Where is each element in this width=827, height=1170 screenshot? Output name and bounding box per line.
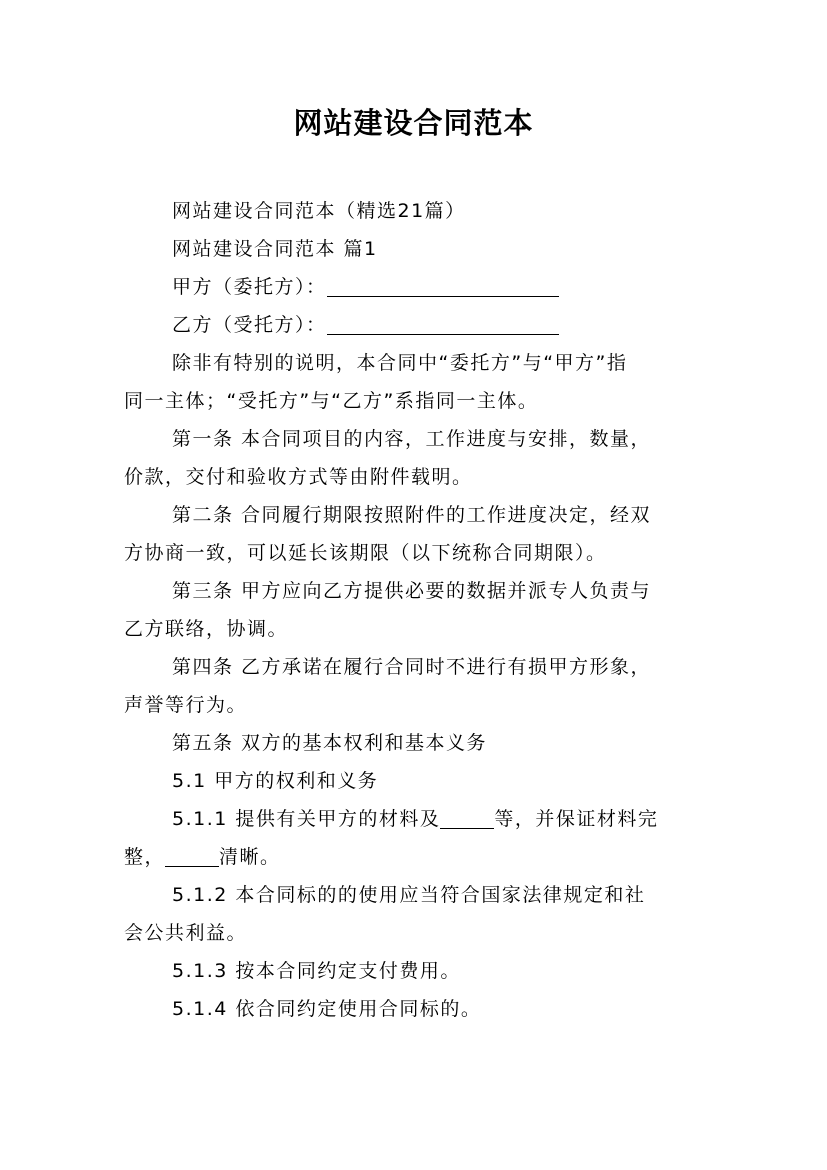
party-b-label: 乙方（受托方）： bbox=[172, 314, 327, 336]
article-3-line-1: 第三条 甲方应向乙方提供必要的数据并派专人负责与 bbox=[172, 580, 652, 602]
party-b-blank bbox=[327, 312, 559, 335]
party-a-label: 甲方（委托方）： bbox=[172, 276, 327, 298]
clause-5-1-3: 5.1.3 按本合同约定支付费用。 bbox=[172, 960, 461, 982]
article-2-line-2: 方协商一致，可以延长该期限（以下统称合同期限）。 bbox=[124, 542, 607, 564]
definitions-paragraph bbox=[124, 344, 706, 420]
article-4-line-1: 第四条 乙方承诺在履行合同时不进行有损甲方形象， bbox=[172, 656, 652, 678]
clause-5-1-4: 5.1.4 依合同约定使用合同标的。 bbox=[172, 998, 482, 1020]
clause-5-1-2-line-2: 会公共利益。 bbox=[124, 922, 248, 944]
clause-5-1-1-text-d: 清晰。 bbox=[219, 846, 281, 868]
article-1-line-1: 第一条 本合同项目的内容，工作进度与安排，数量， bbox=[172, 428, 652, 450]
clause-5-1-1-text-a: 5.1.1 提供有关甲方的材料及 bbox=[172, 808, 441, 830]
clause-5-1-1-line-2 bbox=[124, 838, 706, 876]
section-heading: 网站建设合同范本 篇1 bbox=[172, 238, 378, 260]
article-3-paragraph bbox=[124, 572, 706, 648]
clause-5-1-heading: 5.1 甲方的权利和义务 bbox=[172, 770, 379, 792]
article-4-line-2: 声誉等行为。 bbox=[124, 694, 248, 716]
article-4-paragraph bbox=[124, 648, 706, 724]
article-1-paragraph bbox=[124, 420, 706, 496]
definitions-line-2: 同一主体；“受托方”与“乙方”系指同一主体。 bbox=[124, 390, 539, 412]
clause-5-1-1-line-1 bbox=[124, 800, 706, 838]
article-5-heading: 第五条 双方的基本权利和基本义务 bbox=[172, 732, 488, 754]
clause-5-1-2-line-1: 5.1.2 本合同标的的使用应当符合国家法律规定和社 bbox=[172, 884, 646, 906]
clause-5-1-1-text-b: 等，并保证材料完 bbox=[494, 808, 659, 830]
document-body bbox=[124, 192, 706, 1028]
clause-5-1-1-text-c: 整， bbox=[124, 846, 166, 868]
clause-5-1-2-paragraph bbox=[124, 876, 706, 952]
definitions-line-1: 除非有特别的说明，本合同中“委托方”与“甲方”指 bbox=[172, 352, 628, 374]
clause-5-1-1-blank-1 bbox=[440, 806, 494, 829]
clause-5-1-1-paragraph bbox=[124, 800, 706, 876]
clause-5-1-1-blank-2 bbox=[165, 844, 219, 867]
article-1-line-2: 价款，交付和验收方式等由附件载明。 bbox=[124, 466, 473, 488]
party-a-blank bbox=[327, 274, 559, 297]
document-title: 网站建设合同范本 bbox=[293, 106, 534, 140]
article-2-paragraph bbox=[124, 496, 706, 572]
party-a-line bbox=[124, 268, 706, 306]
document-subtitle: 网站建设合同范本（精选21篇） bbox=[172, 200, 466, 222]
article-2-line-1: 第二条 合同履行期限按照附件的工作进度决定，经双 bbox=[172, 504, 652, 526]
article-3-line-2: 乙方联络，协调。 bbox=[124, 618, 289, 640]
party-b-line bbox=[124, 306, 706, 344]
